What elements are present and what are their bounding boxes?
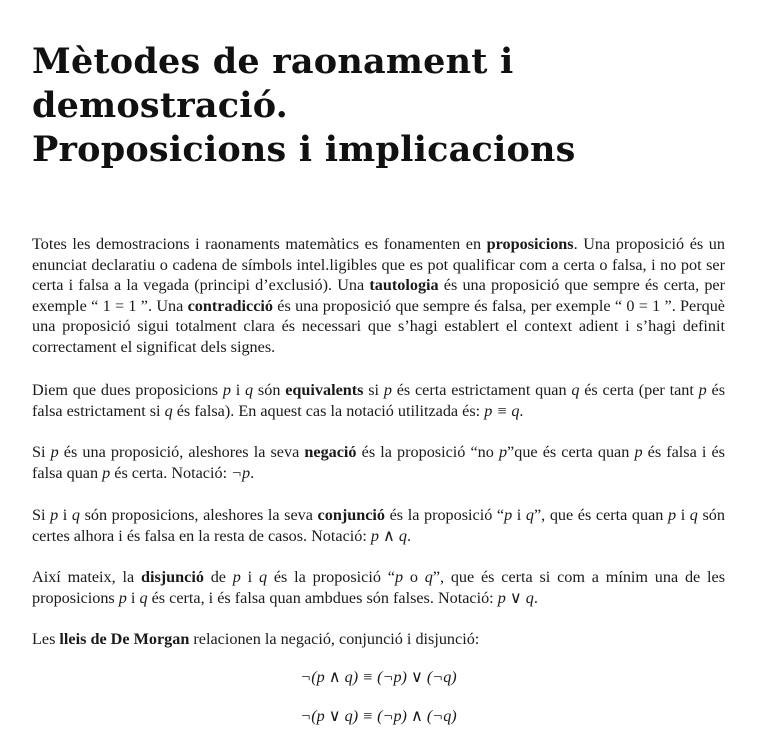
title-line-2: demostració. <box>32 85 289 126</box>
term-conjunction: conjunció <box>317 506 386 524</box>
title-line-3: Proposicions i implicacions <box>32 129 576 170</box>
paragraph-propositions: Totes les demostracions i raonaments matemàtics es fonamenten en proposicions. Una proposició és un enunciat declaratiu o cadena de símbols intel.ligibles que es pot qualificar com a certa o falsa, i no pot ser certa i falsa a la vegada (principi d’exclusió). Una tautologia és una proposició que sempre és certa, per exemple “ 1 = 1 ”. Una contradicció és una proposició que sempre és falsa, per exemple “ 0 = 1 ”. Perquè una proposició sigui totalment clara és necessari que s’hagi establert el context adient i s’hagi definit correctament el significat dels signes. <box>32 235 725 356</box>
notation-negation: ¬p <box>231 463 251 482</box>
equation-de-morgan-1: ¬(p ∧ q) ≡ (¬p) ∨ (¬q) <box>300 668 457 686</box>
equation-de-morgan-2: ¬(p ∨ q) ≡ (¬p) ∧ (¬q) <box>300 707 457 725</box>
paragraph-de-morgan: Les lleis de De Morgan relacionen la negació, conjunció i disjunció: <box>32 630 480 648</box>
page-title <box>32 40 725 172</box>
term-negation: negació <box>304 443 357 461</box>
term-de-morgan-laws: lleis de De Morgan <box>59 630 190 648</box>
notation-conjunction: p ∧ q <box>370 526 408 545</box>
paragraph-disjunction: Així mateix, la disjunció de p i q és la proposició “p o q”, que és certa si com a mínim una de les proposicions p i q és certa, i és falsa quan ambdues són falses. Notació: p ∨ q. <box>32 568 726 607</box>
term-disjunction: disjunció <box>140 568 204 586</box>
paragraph-conjunction: Si p i q són proposicions, aleshores la seva conjunció és la proposició “p i q”, que és certa quan p i q són certes alhora i és falsa en la resta de casos. Notació: p ∧ q. <box>32 506 725 545</box>
notation-equivalence: p ≡ q <box>484 401 520 420</box>
term-tautology: tautologia <box>369 276 439 295</box>
paragraph-negation: Si p és una proposició, aleshores la seva negació és la proposició “no p”que és certa quan p és falsa i és falsa quan p és certa. Notació: ¬p. <box>32 443 725 482</box>
notation-disjunction: p ∨ q <box>497 588 534 607</box>
term-contradiction: contradicció <box>187 296 274 315</box>
term-equivalent: equivalents <box>285 381 364 399</box>
paragraph-equivalence: Diem que dues proposicions p i q són equivalents si p és certa estrictament quan q és certa (per tant p és falsa estrictament si q és falsa). En aquest cas la notació utilitzada és: p ≡ q. <box>32 381 726 420</box>
term-propositions: proposicions <box>486 235 574 253</box>
title-line-1: Mètodes de raonament i <box>32 41 514 82</box>
